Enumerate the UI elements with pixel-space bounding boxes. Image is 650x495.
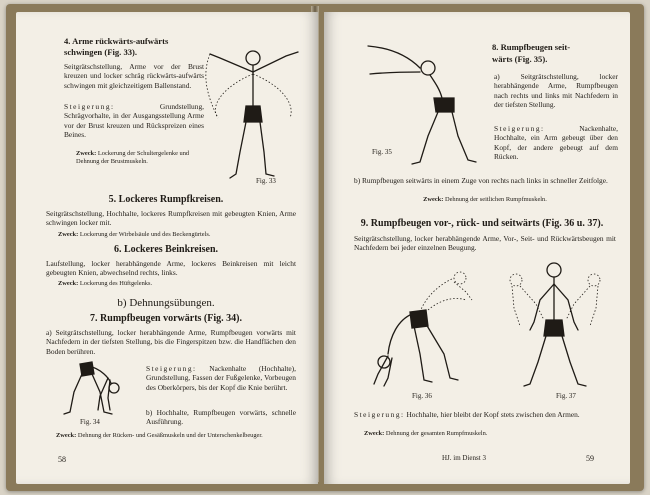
sec8-title-line2: wärts (Fig. 35). <box>492 54 548 64</box>
fig35-label: Fig. 35 <box>372 148 392 156</box>
sec6-zweck-label: Zweck: <box>58 280 79 287</box>
sec7-zweck-body: Dehnung der Rücken- und Gesäßmuskeln und der Unterschenkelbeuger. <box>77 432 263 439</box>
page-number-left: 58 <box>58 455 66 464</box>
sec7-steigerung <box>146 364 296 392</box>
sec5-title: 5. Lockeres Rumpfkreisen. <box>108 194 224 205</box>
sec4-body: Seitgrätschstellung, Arme vor der Brust kreuzen und locker schräg rückwärts-aufwärts schwingen mit gleichzeitigem Ballenstand. <box>64 62 204 90</box>
sec8-steigerung-label: Steigerung: <box>494 124 545 133</box>
sec9-steigerung <box>354 410 616 419</box>
fig34-label: Fig. 34 <box>80 418 100 426</box>
fig36-label: Fig. 36 <box>412 392 432 400</box>
sec4-steigerung-label: Steigerung: <box>64 102 115 111</box>
sec7-steigerung-body: Nackenhalte (Hochhalte), Grundstellung, Fassen der Fußgelenke, Vorbeugen des Oberkörpers, bis der Kopf die Knie berührt. <box>146 364 296 392</box>
figure-36-illustration <box>354 270 484 390</box>
figure-33-illustration <box>198 44 308 184</box>
sec5-zweck <box>58 231 298 239</box>
left-page <box>16 12 318 484</box>
sec8-title-line1: 8. Rumpfbeugen seit- <box>492 42 571 52</box>
sec4-steigerung <box>64 102 204 140</box>
sec9-steigerung-body: Hochhalte, hier bleibt der Kopf stets zwischen den Armen. <box>406 410 580 419</box>
fig33-label: Fig. 33 <box>256 177 276 185</box>
sec5-zweck-body: Lockerung der Wirbelsäule und des Beckengürtels. <box>79 231 211 238</box>
sec9-steigerung-label: Steigerung: <box>354 410 405 419</box>
sec9-title: 9. Rumpfbeugen vor-, rück- und seitwärts (Fig. 36 u. 37). <box>360 218 604 229</box>
fig37-label: Fig. 37 <box>556 392 576 400</box>
sec7-a: a) Seitgrätschstellung, locker herabhängende Arme, Rumpfbeugen vorwärts mit Nachfedern in der tiefsten Stellung, bis die Fingerspitzen bzw. die Handflächen den Boden berühren. <box>46 328 296 356</box>
sec7-zweck <box>56 432 296 440</box>
sec5-body: Seitgrätschstellung, Hochhalte, lockeres Rumpfkreisen mit gebeugten Knien, Arme schwingen locker mit. <box>46 209 296 228</box>
sec8-steigerung <box>494 124 618 162</box>
right-page <box>324 12 630 484</box>
sec8-steigerung-body: Nackenhalte, Hochhalte, ein Arm gebeugt über den Kopf, der andere gebeugt auf dem Rücken. <box>494 124 618 162</box>
sec7-steigerung-label: Steigerung: <box>146 364 197 373</box>
figure-37-illustration <box>500 260 610 390</box>
sec7-title: 7. Rumpfbeugen vorwärts (Fig. 34). <box>90 313 242 324</box>
sec9-zweck-body: Dehnung der gesamten Rumpfmuskeln. <box>385 430 488 437</box>
sec4-steigerung-body: Grundstellung, Schrägvorhalte, in der Ausgangsstellung Arme vor der Brust kreuzen und Rückspreizen eines Beines. <box>64 102 204 140</box>
sec4-title-line1: 4. Arme rückwärts-aufwärts <box>64 36 169 46</box>
sec4-zweck-label: Zweck: <box>76 150 97 157</box>
sec6-zweck-body: Lockerung des Hüftgelenks. <box>79 280 153 287</box>
sec9-zweck <box>364 430 614 438</box>
page-number-right: 59 <box>586 454 594 463</box>
sec9-body: Seitgrätschstellung, locker herabhängende Arme, Vor-, Seit- und Rückwärtsbeugen mit Nachfedern bei jeder einzelnen Beugung. <box>354 234 616 253</box>
sec7-zweck-label: Zweck: <box>56 432 77 439</box>
sec6-zweck <box>58 280 298 288</box>
sec9-zweck-label: Zweck: <box>364 430 385 437</box>
sec8-a: a) Seitgrätschstellung, locker herabhängende Arme, Rumpfbeugen nach rechts und links mit Nachfedern in der tiefsten Stellung. <box>494 72 618 110</box>
sec6-body: Laufstellung, locker herabhängende Arme, lockeres Beinkreisen mit leicht gebeugten Knien, abwechselnd rechts, links. <box>46 259 296 278</box>
sec5-zweck-label: Zweck: <box>58 231 79 238</box>
sec4-zweck <box>76 150 206 166</box>
sec8-zweck-label: Zweck: <box>423 196 444 203</box>
section-b-title: b) Dehnungsübungen. <box>117 297 215 309</box>
sec8-b: b) Rumpfbeugen seitwärts in einem Zuge von rechts nach links in schneller Zeitfolge. <box>354 176 608 185</box>
figure-34-illustration <box>60 358 140 418</box>
sec7-b: b) Hochhalte, Rumpfbeugen vorwärts, schnelle Ausführung. <box>146 408 296 427</box>
sec4-title-line2: schwingen (Fig. 33). <box>64 47 138 57</box>
footer-signature: HJ. im Dienst 3 <box>442 454 486 462</box>
sec8-zweck <box>354 196 616 204</box>
sec4-zweck-body: Lockerung der Schultergelenke und Dehnung der Brustmuskeln. <box>76 150 190 165</box>
sec8-zweck-body: Dehnung der seitlichen Rumpfmuskeln. <box>444 196 547 203</box>
sec6-title: 6. Lockeres Beinkreisen. <box>113 244 219 255</box>
